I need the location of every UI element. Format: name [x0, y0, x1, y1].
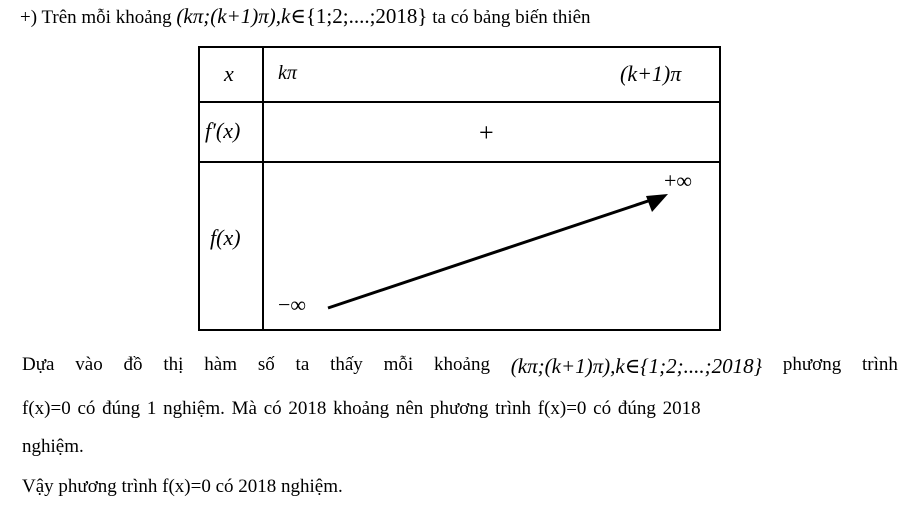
- f-end: +∞: [664, 168, 693, 193]
- word: thị: [163, 354, 184, 375]
- x-start: kπ: [278, 62, 297, 84]
- intro-set: {1;2;....;2018}: [305, 4, 428, 28]
- word: thấy: [330, 354, 363, 375]
- intro-interval: (kπ;(k+1)π),k∈: [176, 4, 306, 28]
- f-start: −∞: [278, 292, 307, 317]
- word: hàm: [204, 354, 237, 375]
- row-f-label: f(x): [210, 225, 241, 250]
- row-x-label: x: [224, 61, 234, 86]
- word: khoảng: [434, 354, 490, 375]
- increasing-arrow: [328, 197, 660, 308]
- interval-expression: (kπ;(k+1)π),k∈{1;2;....;2018}: [510, 354, 763, 378]
- row-fprime-label: f′(x): [205, 118, 241, 143]
- fprime-sign: +: [479, 118, 494, 147]
- word: đồ: [123, 354, 143, 375]
- intro-suffix: ta có bảng biến thiên: [432, 7, 591, 28]
- paragraph1-line2: f(x)=0 có đúng 1 nghiệm. Mà có 2018 khoảng nên phương trình f(x)=0 có đúng 2018: [22, 398, 701, 419]
- word: Dựa: [22, 354, 55, 375]
- arrow-head: [646, 194, 668, 212]
- word: ta: [295, 354, 310, 375]
- conclusion-line: Vậy phương trình f(x)=0 có 2018 nghiệm.: [22, 476, 343, 497]
- intro-prefix: +) Trên mỗi khoảng: [20, 7, 172, 28]
- word: trình: [862, 354, 898, 375]
- word: số: [257, 354, 275, 375]
- paragraph1-line1: [22, 354, 898, 379]
- x-end: (k+1)π: [620, 61, 682, 86]
- word: vào: [75, 354, 103, 375]
- paragraph1-line3: nghiệm.: [22, 436, 84, 457]
- word: phương: [782, 354, 842, 375]
- word: mỗi: [383, 354, 414, 375]
